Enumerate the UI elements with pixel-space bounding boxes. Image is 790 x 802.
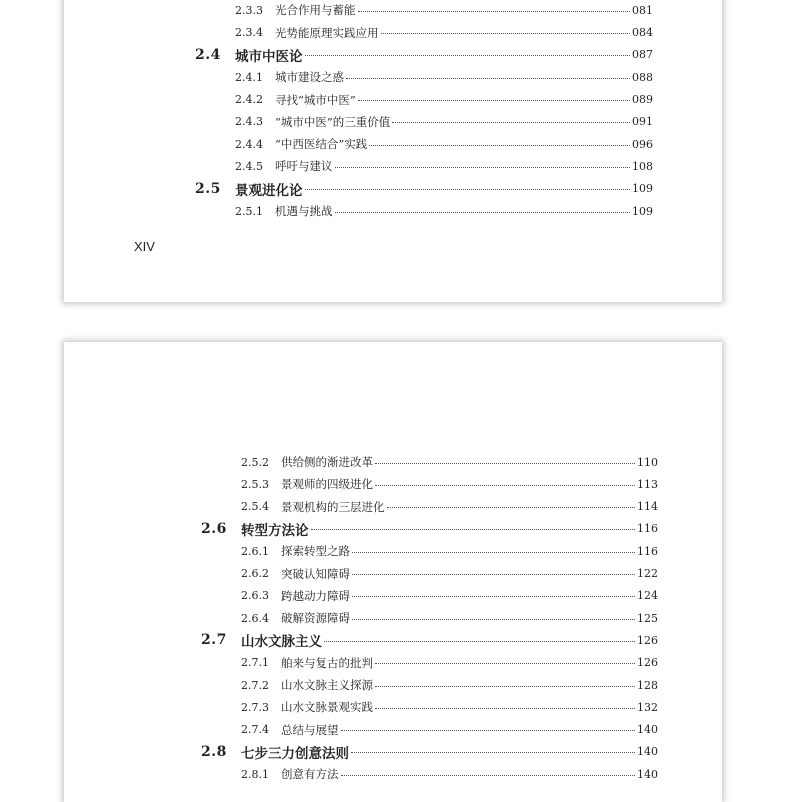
toc-entry-title: “中西医结合”实践 <box>275 137 368 152</box>
toc-entry-number: 2.5.3 <box>241 477 269 491</box>
toc-subsection-row <box>241 764 658 784</box>
toc-entry-title: “城市中医”的三重价值 <box>275 114 391 129</box>
toc-subsection-row <box>235 134 653 154</box>
toc-entry-number: 2.7.1 <box>241 656 269 670</box>
dot-leader <box>341 775 636 776</box>
toc-entry-page-number: 140 <box>637 767 658 781</box>
dot-leader <box>352 596 635 597</box>
toc-entry-number: 2.7.4 <box>241 723 269 737</box>
toc-entry-title: 山水文脉主义 <box>241 634 322 651</box>
toc-subsection-row <box>235 67 653 87</box>
dot-leader <box>375 708 635 709</box>
dot-leader <box>341 730 636 731</box>
toc-section-row <box>195 179 653 199</box>
toc-entry-title: 山水文脉主义探源 <box>281 678 373 692</box>
dot-leader <box>392 122 630 123</box>
toc-entry-page-number: 109 <box>632 182 653 196</box>
toc-entry-page-number: 126 <box>637 656 658 670</box>
toc-entry-title: 城市建设之惑 <box>275 70 344 85</box>
toc-entry-title: 光合作用与蓄能 <box>275 3 356 18</box>
toc-entry-number: 2.7 <box>201 632 227 649</box>
toc-entry-number: 2.5.2 <box>241 455 269 469</box>
page-folio: XIV <box>134 239 155 254</box>
toc-subsection-row <box>235 112 653 132</box>
toc-entry-page-number: 089 <box>632 93 653 106</box>
toc-subsection-row <box>241 586 658 606</box>
toc-entry-page-number: 125 <box>637 611 658 625</box>
dot-leader <box>305 189 631 190</box>
dot-leader <box>335 212 631 213</box>
toc-subsection-row <box>241 697 658 717</box>
toc-entry-number: 2.6 <box>201 520 227 537</box>
toc-entry-number: 2.6.4 <box>241 611 269 625</box>
toc-entry-title: 七步三力创意法则 <box>241 745 349 762</box>
toc-section-row <box>201 742 658 762</box>
dot-leader <box>305 55 631 56</box>
toc-entry-number: 2.6.3 <box>241 589 269 603</box>
toc-entry-title: 转型方法论 <box>241 522 309 539</box>
toc-entry-number: 2.5 <box>195 180 221 197</box>
toc-entry-title: 山水文脉景观实践 <box>281 700 373 715</box>
toc-entry-page-number: 128 <box>637 678 658 692</box>
dot-leader <box>351 752 635 753</box>
toc-entry-number: 2.5.4 <box>241 500 269 514</box>
dot-leader <box>375 485 635 486</box>
toc-entry-page-number: 084 <box>632 26 653 40</box>
toc-entry-page-number: 081 <box>632 3 653 17</box>
toc-entry-title: 景观机构的三层进化 <box>281 499 385 514</box>
toc-page-lower <box>64 342 722 802</box>
dot-leader <box>369 145 630 146</box>
toc-entry-number: 2.3.4 <box>235 26 263 40</box>
toc-entry-page-number: 109 <box>632 204 653 218</box>
toc-entry-page-number: 140 <box>637 723 658 737</box>
toc-subsection-row <box>241 497 658 517</box>
dot-leader <box>358 11 631 12</box>
toc-entry-page-number: 110 <box>637 455 658 469</box>
toc-subsection-row <box>235 90 653 110</box>
toc-subsection-row <box>241 564 658 584</box>
toc-subsection-row <box>241 720 658 740</box>
toc-entry-number: 2.4 <box>195 46 221 63</box>
toc-entry-number: 2.4.4 <box>235 137 263 151</box>
toc-entry-title: 创意有方法 <box>281 767 339 782</box>
dot-leader <box>358 100 630 101</box>
dot-leader <box>311 529 636 530</box>
toc-entry-title: 供给侧的渐进改革 <box>281 455 373 469</box>
toc-entry-number: 2.6.1 <box>241 544 269 558</box>
toc-entry-page-number: 116 <box>637 544 658 558</box>
toc-entry-number: 2.4.1 <box>235 70 263 84</box>
toc-entry-page-number: 108 <box>632 159 653 173</box>
toc-entry-page-number: 114 <box>637 500 658 514</box>
toc-entry-title: 舶来与复古的批判 <box>281 655 373 670</box>
toc-subsection-row <box>241 608 658 628</box>
toc-entry-page-number: 096 <box>632 137 653 151</box>
toc-entry-page-number: 122 <box>637 567 658 580</box>
toc-entry-title: 景观进化论 <box>235 182 303 199</box>
toc-subsection-row <box>235 201 653 221</box>
toc-entry-number: 2.4.2 <box>235 93 263 106</box>
toc-entry-number: 2.4.5 <box>235 159 263 173</box>
toc-entry-page-number: 113 <box>637 477 658 491</box>
toc-subsection-row <box>241 452 658 472</box>
toc-entry-title: 城市中医论 <box>235 48 303 65</box>
toc-subsection-row <box>241 653 658 673</box>
toc-subsection-row <box>241 474 658 494</box>
toc-entry-number: 2.3.3 <box>235 3 263 17</box>
dot-leader <box>387 507 636 508</box>
dot-leader <box>335 167 631 168</box>
dot-leader <box>346 78 630 79</box>
toc-entry-number: 2.8 <box>201 743 227 760</box>
toc-entry-page-number: 126 <box>637 633 658 647</box>
toc-entry-title: 寻找“城市中医” <box>275 92 356 107</box>
dot-leader <box>375 463 635 464</box>
dot-leader <box>352 619 635 620</box>
toc-entry-number: 2.6.2 <box>241 567 269 580</box>
toc-entry-number: 2.7.2 <box>241 678 269 692</box>
dot-leader <box>352 574 635 575</box>
toc-section-row <box>201 519 658 539</box>
dot-leader <box>381 33 631 34</box>
toc-entry-page-number: 140 <box>637 745 658 759</box>
toc-entry-page-number: 091 <box>632 115 653 129</box>
toc-entry-title: 机遇与挑战 <box>275 204 333 218</box>
toc-entry-title: 跨越动力障碍 <box>281 588 350 603</box>
toc-entry-number: 2.5.1 <box>235 204 263 218</box>
toc-section-row <box>201 630 658 650</box>
dot-leader <box>352 552 635 553</box>
dot-leader <box>375 663 635 664</box>
toc-entry-number: 2.7.3 <box>241 700 269 714</box>
toc-entry-page-number: 132 <box>637 700 658 714</box>
toc-subsection-row <box>235 23 653 43</box>
toc-subsection-row <box>241 675 658 695</box>
toc-subsection-row <box>235 156 653 176</box>
toc-entry-number: 2.8.1 <box>241 767 269 781</box>
toc-subsection-row <box>241 541 658 561</box>
dot-leader <box>375 686 635 687</box>
toc-page-upper <box>64 0 722 302</box>
toc-entry-title: 突破认知障碍 <box>281 566 350 581</box>
toc-subsection-row <box>235 0 653 20</box>
toc-entry-page-number: 124 <box>637 589 658 603</box>
toc-entry-title: 总结与展望 <box>281 722 339 737</box>
toc-entry-title: 探索转型之路 <box>281 544 350 559</box>
toc-entry-page-number: 116 <box>637 522 658 536</box>
toc-entry-title: 景观师的四级进化 <box>281 477 373 492</box>
toc-entry-title: 破解资源障碍 <box>281 611 350 626</box>
toc-entry-number: 2.4.3 <box>235 115 263 129</box>
toc-entry-title: 光势能原理实践应用 <box>275 25 379 40</box>
toc-entry-title: 呼吁与建议 <box>275 159 333 174</box>
toc-entry-page-number: 087 <box>632 48 653 62</box>
toc-section-row <box>195 45 653 65</box>
dot-leader <box>324 641 635 642</box>
toc-entry-page-number: 088 <box>632 70 653 84</box>
